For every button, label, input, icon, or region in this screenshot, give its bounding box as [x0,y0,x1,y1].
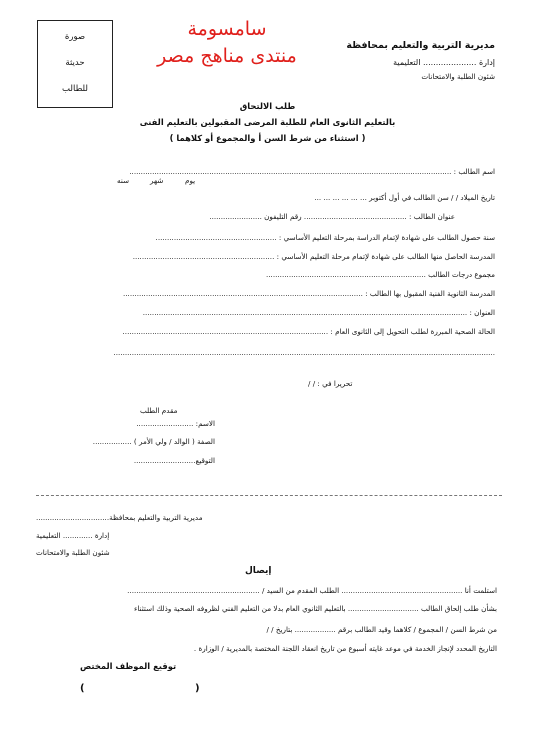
header-directorate: مديرية التربية والتعليم بمحافظة [346,40,495,51]
watermark-line-2: منتدى مناهج مصر [157,45,297,67]
form-subtitle: بالتعليم الثانوى العام للطلبة المرضى المقبولين بالتعليم الفنى [139,117,396,127]
label-day: يوم [185,176,196,185]
photo-label-3: للطالب [62,84,88,94]
watermark-line-1: سامسومة [187,18,267,40]
receipt-deadline-line: التاريخ المحدد لإنجاز الخدمة في موعد غايته أسبوع من تاريخ انعقاد اللجنة المختصة بالمديرية / الوزارة . [193,644,497,653]
receipt-header-affairs: شئون الطلبة والامتحانات [36,548,110,557]
dated-field: تحريرا في : / / [308,379,353,388]
health-status-continuation: ....................................................................................................................................................................... [113,348,495,357]
applicant-label: مقدم الطلب [140,406,178,415]
photo-label-2: حديثة [65,58,85,68]
technical-school-field: المدرسة الثانوية الفنية المقبول بها الطالب : ......................................................................................................... [122,289,495,298]
signature-bracket-right: ) [195,683,200,694]
signature-bracket-left: ( [80,683,85,694]
header-administration: إدارة ..................... التعليمية [393,58,495,67]
receipt-title: إيصال [245,566,272,576]
photo-box [37,20,113,108]
form-subtitle-exemption: ( استثناء من شرط السن أ والمجموع أو كلاهما ) [169,133,366,143]
birth-date-field: تاريخ الميلاد / / سن الطالب في أول أكتوبر ... ... ... ... ... ... [314,193,495,202]
prep-school-field: المدرسة الحاصل منها الطالب على شهادة لإتمام مرحلة التعليم الأساسي : .............................................................. [132,252,495,261]
applicant-name-field: الاسم: ......................... [136,419,215,428]
address-phone-field: عنوان الطالب : ............................................. رقم التليفون ....................... [209,212,455,221]
receipt-regarding-line: بشأن طلب إلحاق الطالب ............................... بالتعليم الثانوي العام بدلا من التعليم الفني لظروفه الصحية وذلك استثناء [133,604,497,613]
total-grades-field: مجموع درجات الطالب ...................................................................... [265,270,495,279]
applicant-capacity-field: الصفة ( الوالد / ولي الأمر ) ................. [92,437,215,446]
certificate-year-field: سنة حصول الطالب على شهادة لإتمام الدراسة بمرحلة التعليم الأساسي : ..................................................... [155,233,495,242]
applicant-signature-field: التوقيع........................... [133,456,215,465]
header-affairs: شئون الطلبة والامتحانات [421,72,495,81]
photo-label-1: صورة [64,32,86,42]
form-title: طلب الالتحاق [239,101,296,111]
student-name-field: اسم الطالب : ............................................................................................................................................. [129,167,495,176]
school-address-field: العنوان : .............................................................................................................................................. [142,308,495,317]
label-month: شهر [150,176,164,185]
receipt-header-administration: إدارة ............. التعليمية [36,531,110,540]
receipt-received-line: استلمت أنا ..................................................... الطلب المقدم من السيد / .......................................................... [127,586,497,595]
tear-off-divider [36,495,502,496]
receipt-exemption-line: من شرط السن / المجموع / كلاهما وقيد الطالب برقم .................. بتاريخ / / [266,625,497,634]
label-year: سنه [117,176,130,185]
health-status-field: الحالة الصحية المبررة لطلب التحويل إلى الثانوى العام : .......................................................................................... [122,327,495,336]
officer-signature-label: توقيع الموظف المختص [80,661,177,671]
receipt-header-directorate: مديرية التربية والتعليم بمحافظة................................ [36,513,203,522]
